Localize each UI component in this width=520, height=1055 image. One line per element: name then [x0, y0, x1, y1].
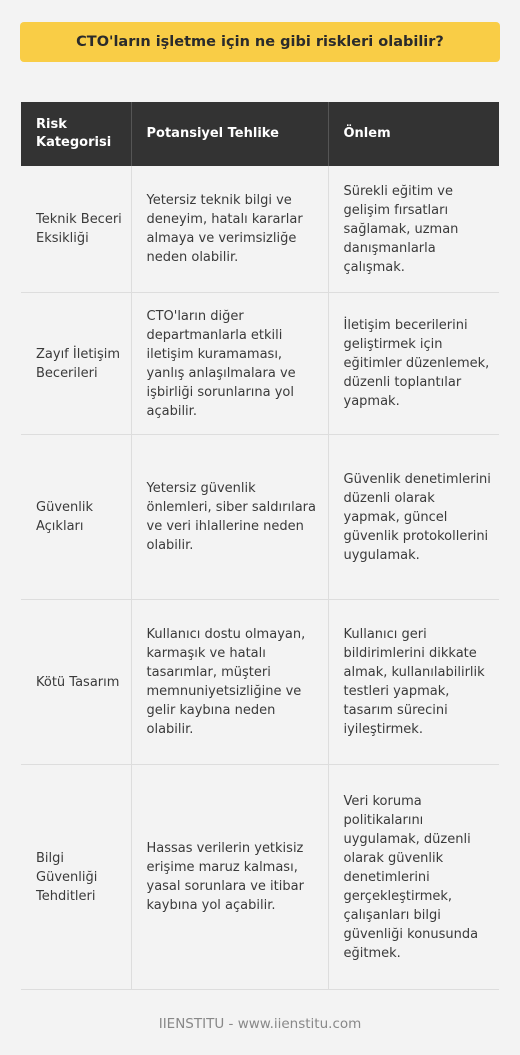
- row-danger: Yetersiz teknik bilgi ve deneyim, hatalı kararlar almaya ve verimsizliğe neden olabilir.: [131, 166, 328, 293]
- risk-table: [21, 102, 499, 990]
- row-category: Güvenlik Açıkları: [21, 435, 131, 600]
- header-risk-category: Risk Kategorisi: [21, 102, 131, 166]
- row-measure: Veri koruma politikalarını uygulamak, düzenli olarak güvenlik denetimlerini gerçekleştirmek, çalışanları bilgi güvenliği konusunda eğitmek.: [328, 765, 499, 990]
- row-measure: İletişim becerilerini geliştirmek için eğitimler düzenlemek, düzenli toplantılar yapmak.: [328, 293, 499, 435]
- row-danger: Yetersiz güvenlik önlemleri, siber saldırılara ve veri ihlallerine neden olabilir.: [131, 435, 328, 600]
- header-measure: Önlem: [328, 102, 499, 166]
- row-danger: Hassas verilerin yetkisiz erişime maruz kalması, yasal sorunlara ve itibar kaybına yol açabilir.: [131, 765, 328, 990]
- row-category: Kötü Tasarım: [21, 600, 131, 765]
- page-title: CTO'ların işletme için ne gibi riskleri olabilir?: [76, 34, 444, 50]
- row-danger: CTO'ların diğer departmanlarla etkili iletişim kuramaması, yanlış anlaşılmalara ve işbirliği sorunlarına yol açabilir.: [131, 293, 328, 435]
- row-category: Bilgi Güvenliği Tehditleri: [21, 765, 131, 990]
- table-row: [21, 765, 499, 990]
- header-potential-danger: Potansiyel Tehlike: [131, 102, 328, 166]
- row-danger: Kullanıcı dostu olmayan, karmaşık ve hatalı tasarımlar, müşteri memnuniyetsizliğine ve gelir kaybına neden olabilir.: [131, 600, 328, 765]
- table-header-row: [21, 102, 499, 166]
- row-measure: Sürekli eğitim ve gelişim fırsatları sağlamak, uzman danışmanlarla çalışmak.: [328, 166, 499, 293]
- table-row: [21, 166, 499, 293]
- title-banner: [20, 22, 500, 62]
- table-row: [21, 293, 499, 435]
- row-category: Zayıf İletişim Becerileri: [21, 293, 131, 435]
- table-row: [21, 600, 499, 765]
- row-measure: Kullanıcı geri bildirimlerini dikkate almak, kullanılabilirlik testleri yapmak, tasarım sürecini iyileştirmek.: [328, 600, 499, 765]
- footer-credit: IIENSTITU - www.iienstitu.com: [158, 1016, 362, 1032]
- row-measure: Güvenlik denetimlerini düzenli olarak yapmak, güncel güvenlik protokollerini uygulamak.: [328, 435, 499, 600]
- table-row: [21, 435, 499, 600]
- row-category: Teknik Beceri Eksikliği: [21, 166, 131, 293]
